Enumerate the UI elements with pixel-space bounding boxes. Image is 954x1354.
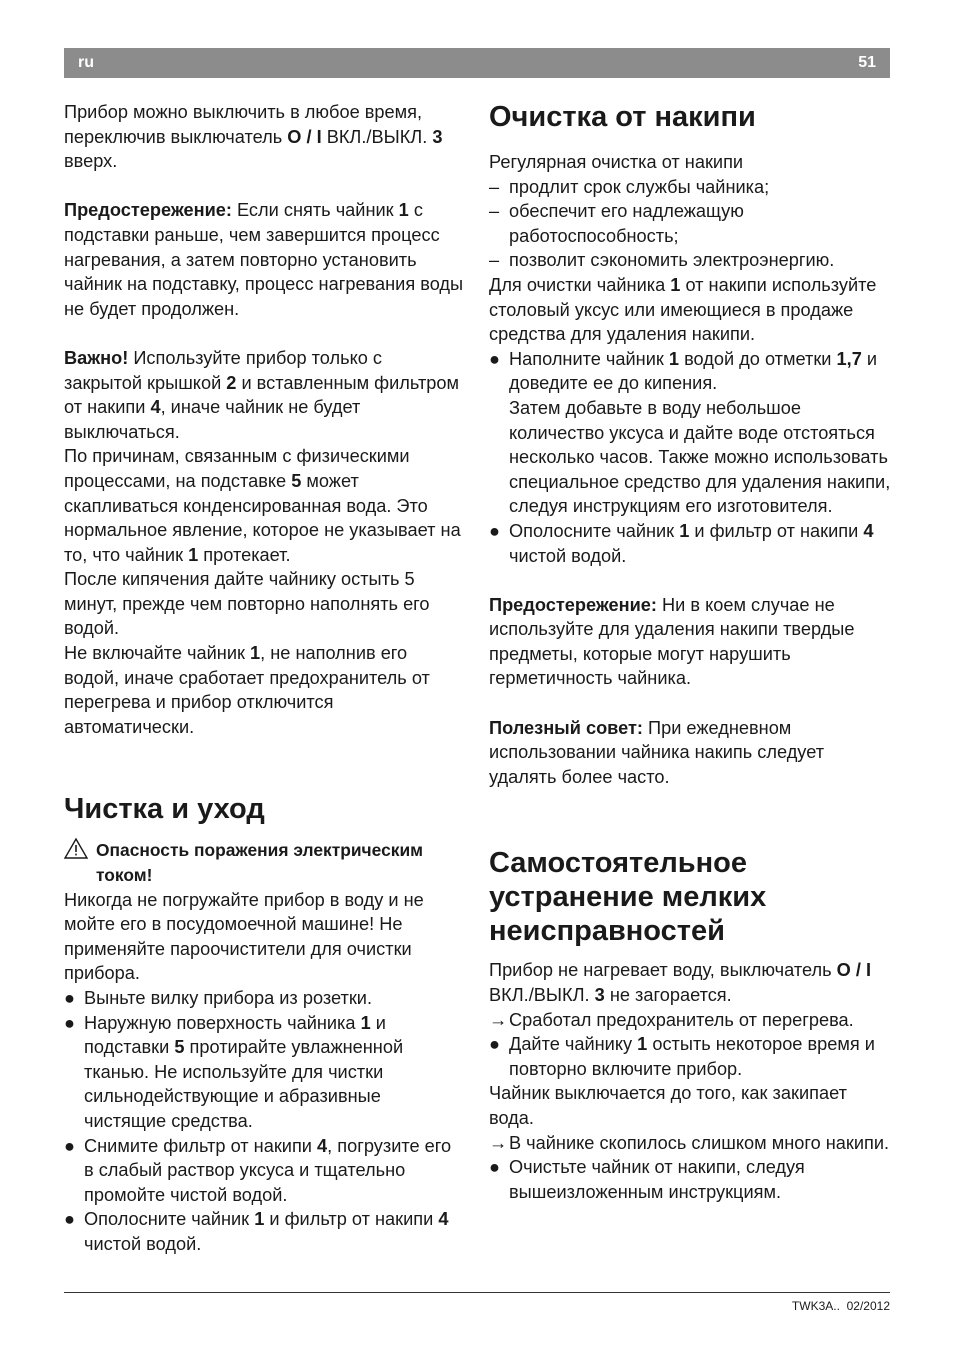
- bullet-icon: ●: [64, 988, 75, 1008]
- paragraph-condensation: По причинам, связанным с физическими процессами, на подставке 5 может скапливаться конденсированная вода. Это нормальное явление, которое не указывает на то, что чайник 1 протекает.: [64, 446, 461, 565]
- footer-meta: [792, 1299, 890, 1313]
- bullet-icon: ●: [489, 348, 500, 369]
- paragraph-switches-off-early: Чайник выключается до того, как закипает вода.: [489, 1083, 847, 1128]
- list-item: → Сработал предохранитель от перегрева.: [489, 1008, 893, 1033]
- footer-divider: [64, 1292, 890, 1293]
- paragraph-regular-descaling: Регулярная очистка от накипи: [489, 152, 744, 172]
- paragraph-no-heat: Прибор не нагревает воду, выключатель O / I ВКЛ./ВЫКЛ. 3 не загорается.: [489, 960, 871, 1006]
- list-item: ● Наружную поверхность чайника 1 и подставки 5 протирайте увлажненной тканью. Не используйте для чистки сильнодействующие и абразивные чистящие средства.: [64, 1012, 404, 1131]
- list-item: – обеспечит его надлежащую работоспособность;: [489, 201, 744, 246]
- bullet-icon: ●: [489, 520, 500, 541]
- list-item: ● Снимите фильтр от накипи 4, погрузите его в слабый раствор уксуса и тщательно промойте чистой водой.: [64, 1135, 452, 1205]
- dash-icon: –: [489, 250, 500, 271]
- edition-date: 02/2012: [846, 1299, 890, 1313]
- arrow-icon: →: [489, 1009, 508, 1030]
- bullet-icon: ●: [489, 1157, 500, 1178]
- paragraph-descaling-agents: Для очистки чайника 1 от накипи используйте столовый уксус или имеющиеся в продаже средства для удаления накипи.: [489, 274, 877, 345]
- right-column: [489, 100, 893, 1204]
- page-number: 51: [858, 54, 876, 71]
- heading-troubleshooting: Самостоятельное устранение мелких неисправностей: [489, 847, 767, 948]
- list-item: ● Ополосните чайник 1 и фильтр от накипи 4 чистой водой.: [64, 1209, 449, 1254]
- heading-cleaning-care: Чистка и уход: [64, 793, 265, 826]
- list-item: – позволит сэкономить электроэнергию.: [489, 248, 893, 273]
- paragraph-dry-boil: Не включайте чайник 1, не наполнив его водой, иначе сработает предохранитель от перегрева и прибор отключится автоматически.: [64, 643, 430, 737]
- paragraph-tip: Полезный совет: При ежедневном использовании чайника накипь следует удалять более часто.: [489, 717, 825, 787]
- list-item: ● Дайте чайнику 1 остыть некоторое время и повторно включите прибор.: [489, 1034, 875, 1079]
- list-item-continuation: Затем добавьте в воду небольшое количество уксуса и дайте воде отстояться несколько часов. Также можно использовать специальное средство для удаления накипи, следуя инструкциям его изготовителя.: [509, 397, 891, 517]
- list-item: ● Очистьте чайник от накипи, следуя вышеизложенным инструкциям.: [489, 1157, 805, 1202]
- bullet-icon: ●: [64, 1209, 75, 1230]
- left-column: [64, 100, 464, 1257]
- dash-icon: –: [489, 176, 500, 197]
- list-item: ● Выньте вилку прибора из розетки.: [64, 986, 464, 1011]
- dash-icon: –: [489, 201, 500, 222]
- warning-triangle-icon: [64, 838, 88, 866]
- bullet-icon: ●: [489, 1034, 500, 1055]
- model-number: TWK3A..: [791, 1299, 840, 1313]
- warning-text: Опасность поражения электрическим током!: [96, 840, 424, 886]
- arrow-icon: →: [489, 1132, 508, 1153]
- paragraph-important: Важно! Используйте прибор только с закрытой крышкой 2 и вставленным фильтром от накипи 4, иначе чайник не будет выключаться.: [64, 347, 460, 442]
- bullet-icon: ●: [64, 1135, 75, 1156]
- paragraph-caution-descaling: Предостережение: Ни в коем случае не используйте для удаления накипи твердые предметы, которые могут нарушить герметичность чайника.: [489, 594, 855, 689]
- paragraph-switch-off: Прибор можно выключить в любое время, переключив выключатель O / I ВКЛ./ВЫКЛ. 3 вверх.: [64, 102, 443, 172]
- paragraph-cool-down: После кипячения дайте чайнику остыть 5 минут, прежде чем повторно наполнять его водой.: [64, 569, 430, 639]
- shock-warning: [64, 838, 464, 887]
- heading-descaling: Очистка от накипи: [489, 101, 756, 133]
- list-item: – продлит срок службы чайника;: [489, 175, 893, 200]
- paragraph-caution: Предостережение: Если снять чайник 1 с подставки раньше, чем завершится процесс нагревания, а затем повторно установить чайник на подставку, процесс нагревания воды не будет продолжен.: [64, 200, 464, 319]
- paragraph-no-immerse: Никогда не погружайте прибор в воду и не мойте его в посудомоечной машине! Не применяйте пароочистители для очистки прибора.: [64, 889, 424, 984]
- page-header-bar: [64, 48, 890, 78]
- list-item: ● Ополосните чайник 1 и фильтр от накипи 4 чистой водой.: [489, 520, 874, 566]
- bullet-icon: ●: [64, 1012, 75, 1033]
- language-code: ru: [78, 54, 94, 71]
- list-item: ● Наполните чайник 1 водой до отметки 1,7 и доведите ее до кипения.: [489, 348, 878, 394]
- list-item: → В чайнике скопилось слишком много накипи.: [489, 1131, 893, 1156]
